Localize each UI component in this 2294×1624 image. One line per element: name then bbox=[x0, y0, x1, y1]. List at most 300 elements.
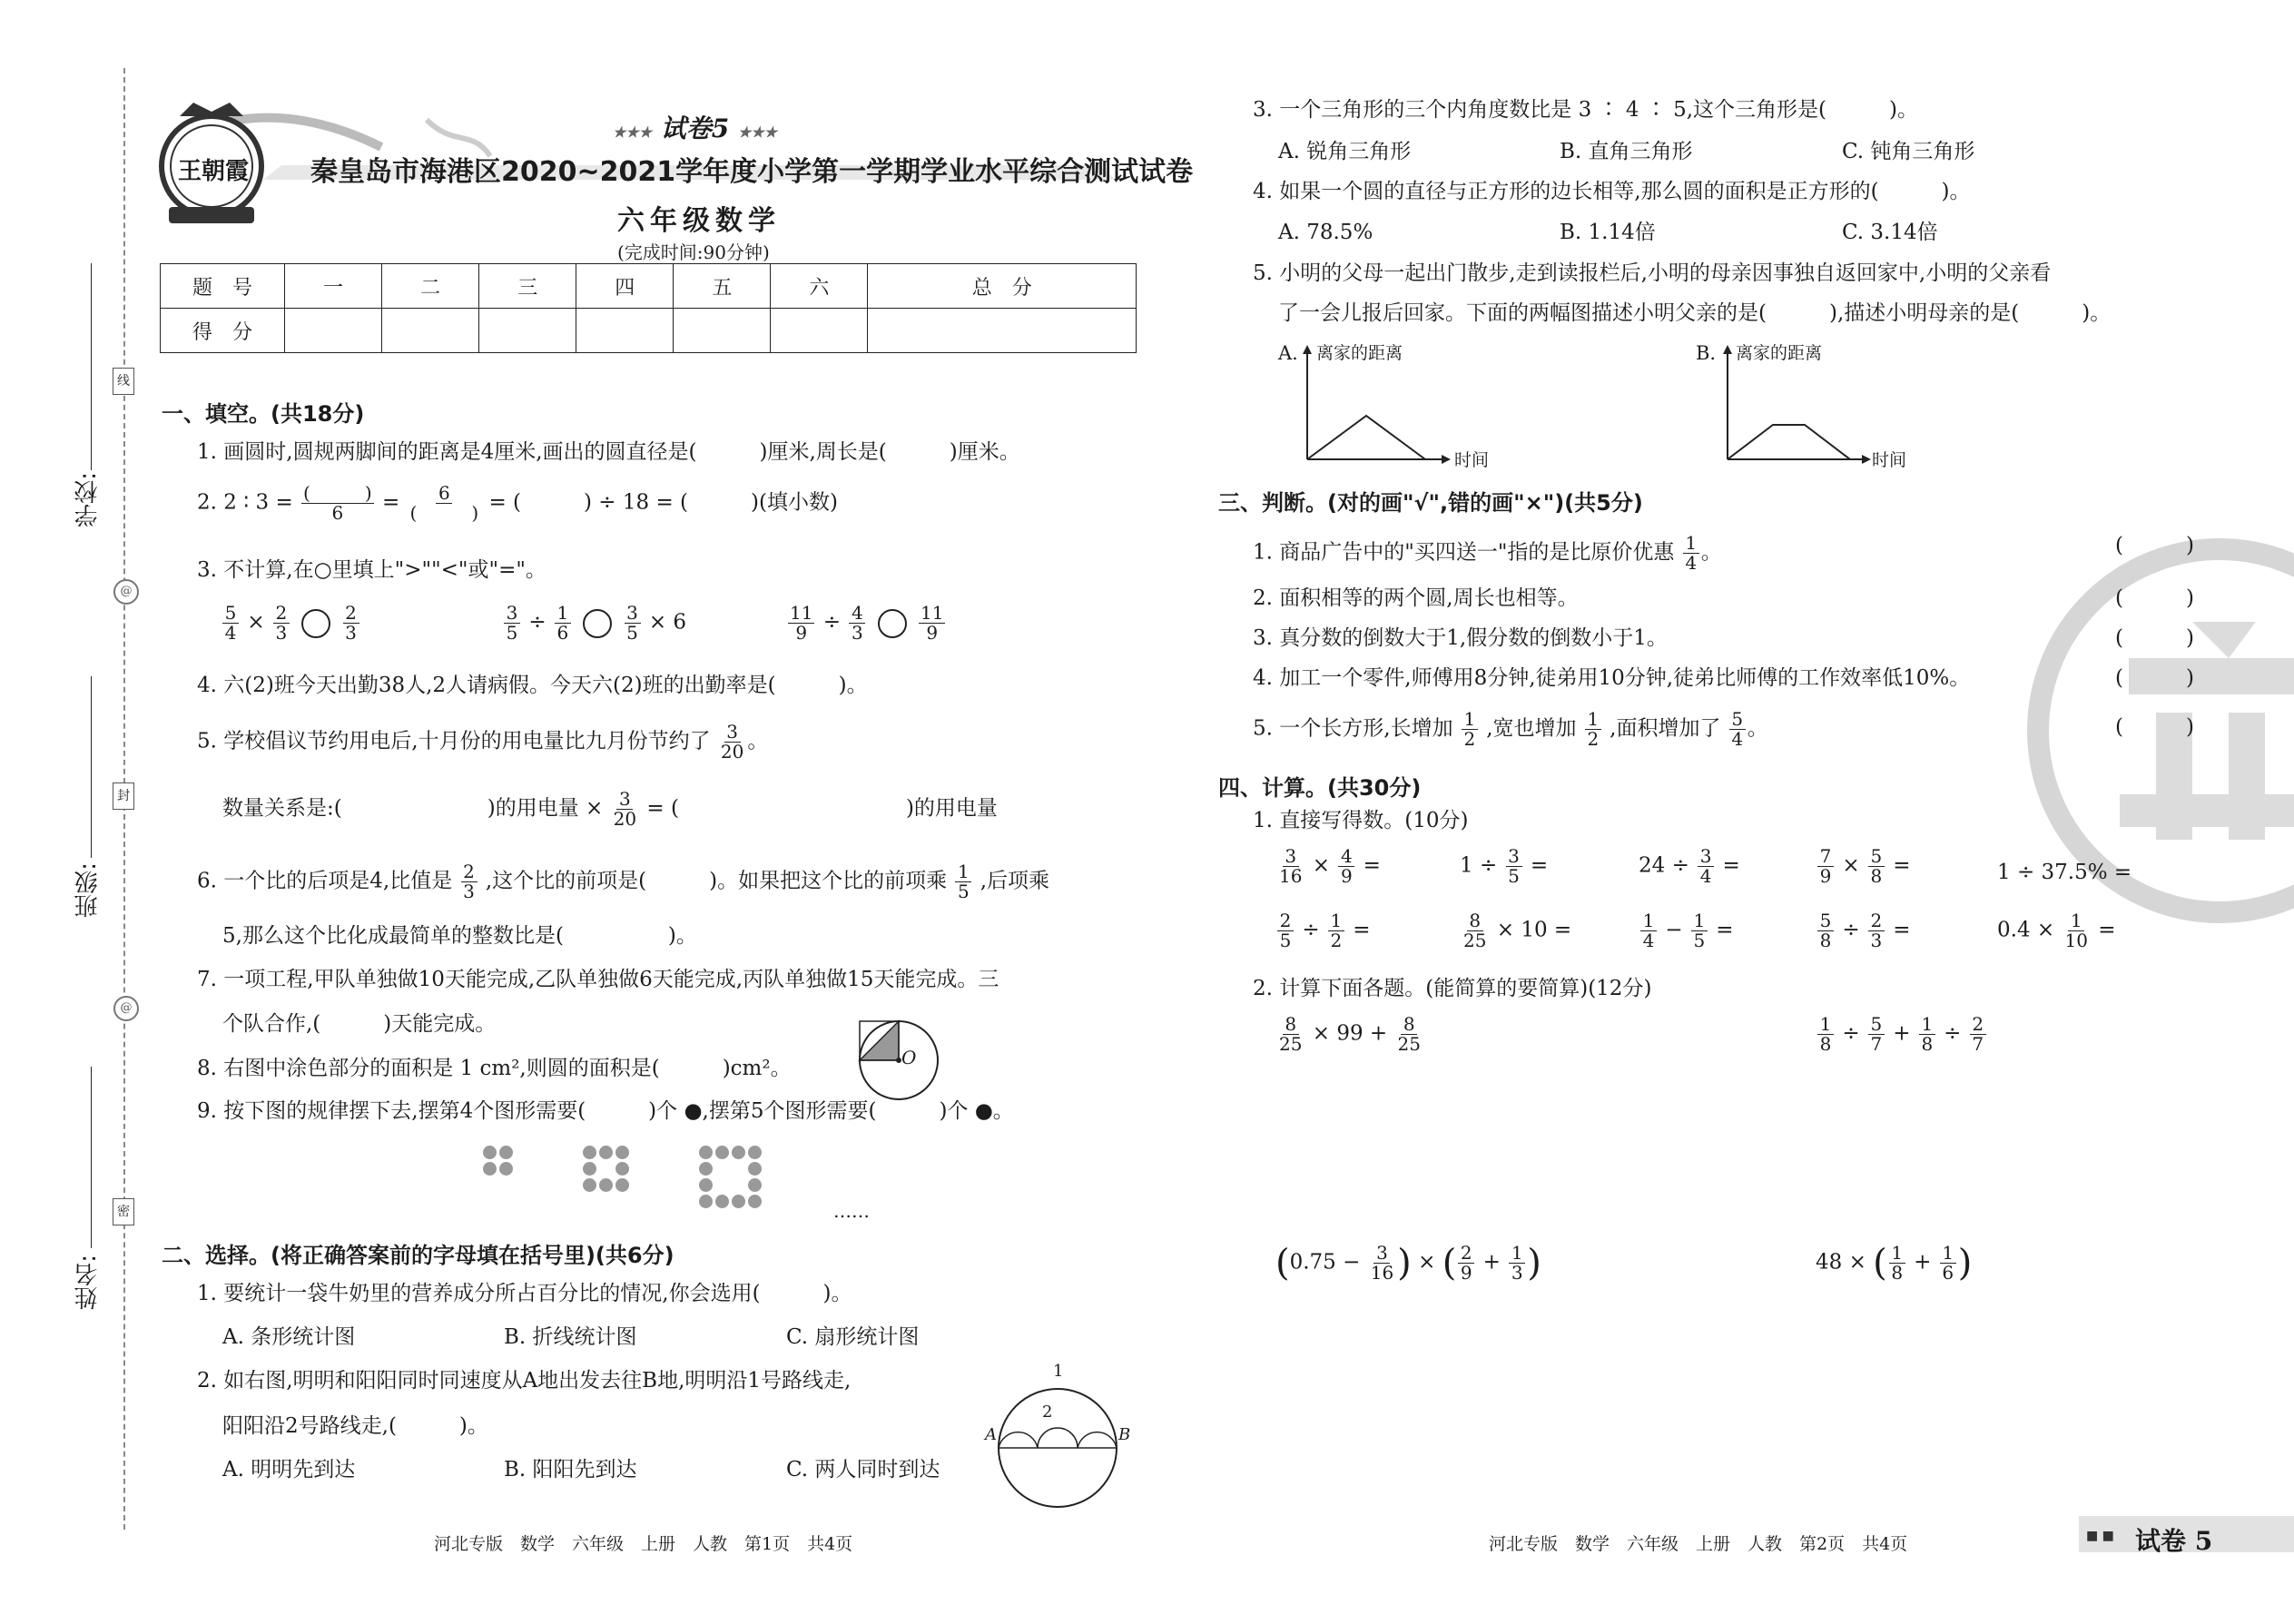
graph-b bbox=[1718, 341, 1882, 468]
operator: − bbox=[1665, 918, 1683, 942]
s2-q3-opt-c: C. 钝角三角形 bbox=[1842, 140, 1975, 163]
school-blank[interactable] bbox=[91, 263, 92, 470]
fraction bbox=[1868, 847, 1885, 886]
s2-q2: 2. 如右图,明明和阳阳同时同速度从A地出发去往B地,明明沿1号路线走, bbox=[197, 1369, 852, 1393]
section-1-title: 一、填空。(共18分) bbox=[162, 401, 365, 427]
score-header-cell: 六 bbox=[771, 264, 868, 309]
footer-tag: 试卷 5 bbox=[2135, 1526, 2213, 1556]
text: 数量关系是:( bbox=[222, 796, 342, 821]
exam-tag bbox=[613, 109, 777, 145]
fraction bbox=[1277, 911, 1294, 950]
numerator: 7 bbox=[1817, 847, 1834, 867]
dot bbox=[699, 1162, 713, 1176]
denominator: 6 bbox=[331, 502, 344, 524]
s1-q3-item-3 bbox=[786, 604, 947, 643]
s1-q7: 7. 一项工程,甲队单独做10天能完成,乙队单独做6天能完成,丙队单独做15天能完成。三 bbox=[197, 968, 999, 991]
operand: 0.4 × bbox=[1997, 918, 2055, 942]
compare-circle[interactable] bbox=[301, 609, 330, 638]
denominator: 7 bbox=[1972, 1033, 1984, 1055]
numerator: 1 bbox=[1585, 710, 1601, 730]
fraction bbox=[1396, 1015, 1423, 1054]
text: 5. 一个长方形,长增加 bbox=[1253, 716, 1453, 741]
s2-q4-opt-a: A. 78.5% bbox=[1278, 221, 1373, 244]
judge-bracket[interactable]: ( ) bbox=[2115, 626, 2194, 650]
paren-close: ) bbox=[1397, 1242, 1412, 1284]
calc-9 bbox=[1816, 911, 1911, 950]
text: ,面积增加了 bbox=[1610, 716, 1721, 741]
denominator: 8 bbox=[1921, 1033, 1934, 1055]
denominator: 3 bbox=[275, 622, 288, 644]
graph-b-xlabel: 时间 bbox=[1872, 450, 1907, 470]
s2-q5: 5. 小明的父母一起出门散步,走到读报栏后,小明的母亲因事独自返回家中,小明的父亲看 bbox=[1253, 261, 2052, 285]
judge-bracket[interactable]: ( ) bbox=[2115, 586, 2194, 610]
text: )的用电量 bbox=[905, 796, 998, 821]
fraction bbox=[1817, 1015, 1834, 1054]
denominator: 4 bbox=[1699, 865, 1712, 887]
expr-1 bbox=[1275, 1015, 1424, 1054]
score-table bbox=[160, 263, 1137, 353]
denominator: 25 bbox=[1397, 1033, 1421, 1055]
denominator: 20 bbox=[720, 741, 744, 763]
fraction bbox=[955, 862, 971, 901]
numerator: 5 bbox=[222, 604, 239, 624]
score-header-cell: 三 bbox=[479, 264, 576, 309]
numerator: 3 bbox=[616, 790, 633, 810]
numerator: 1 bbox=[1462, 710, 1478, 730]
punct: 。 bbox=[1700, 540, 1722, 565]
numerator: 1 bbox=[1640, 911, 1657, 931]
denominator: 3 bbox=[1870, 930, 1883, 951]
denominator: 5 bbox=[1279, 930, 1292, 951]
score-cell[interactable] bbox=[285, 309, 382, 353]
fraction bbox=[461, 862, 478, 901]
route-figure bbox=[994, 1375, 1139, 1511]
numerator: 1 bbox=[1328, 911, 1344, 931]
score-header-cell: 一 bbox=[285, 264, 382, 309]
score-header-cell: 题 号 bbox=[161, 264, 285, 309]
operand: × 99 + bbox=[1312, 1021, 1388, 1046]
fraction bbox=[1369, 1244, 1395, 1283]
fraction bbox=[1462, 710, 1478, 749]
numerator: 6 bbox=[436, 484, 452, 504]
equals: = bbox=[1353, 918, 1371, 942]
fraction bbox=[555, 604, 571, 643]
score-header-cell: 四 bbox=[576, 264, 674, 309]
route-label-a: A bbox=[985, 1425, 997, 1444]
s3-q2: 2. 面积相等的两个圆,周长也相等。 bbox=[1253, 586, 1579, 610]
score-header-cell: 总 分 bbox=[868, 264, 1137, 309]
numerator: 8 bbox=[1467, 911, 1483, 931]
punch-hole-icon: @ bbox=[113, 996, 139, 1021]
score-cell[interactable] bbox=[479, 309, 576, 353]
s1-q2 bbox=[197, 484, 838, 523]
operand: 0.75 − bbox=[1289, 1250, 1361, 1275]
fraction bbox=[1458, 1244, 1474, 1283]
s3-q3: 3. 真分数的倒数大于1,假分数的倒数小于1。 bbox=[1253, 626, 1668, 650]
numerator: 11 bbox=[790, 602, 813, 624]
fraction bbox=[849, 604, 865, 643]
fraction bbox=[1919, 1015, 1935, 1054]
denominator: 8 bbox=[1819, 930, 1832, 951]
name-label: 姓名: bbox=[74, 1255, 102, 1310]
score-header-cell: 五 bbox=[674, 264, 771, 309]
paren-open: ( bbox=[1442, 1242, 1457, 1284]
s4-part1: 1. 直接写得数。(10分) bbox=[1253, 809, 1469, 832]
judge-bracket[interactable]: ( ) bbox=[2115, 666, 2194, 690]
graph-a-label: A. bbox=[1278, 342, 1298, 364]
dot bbox=[615, 1162, 629, 1176]
stars-right: ★★★ bbox=[738, 123, 778, 141]
s3-q5 bbox=[1253, 710, 1768, 749]
denominator: 6 bbox=[1942, 1262, 1954, 1284]
fraction bbox=[612, 790, 638, 829]
fraction bbox=[343, 604, 359, 643]
numerator: 2 bbox=[461, 862, 478, 882]
judge-bracket[interactable]: ( ) bbox=[2115, 715, 2194, 739]
fraction bbox=[1691, 911, 1708, 950]
section-3-title: 三、判断。(对的画"√",错的画"×")(共5分) bbox=[1218, 490, 1643, 516]
denominator: 5 bbox=[1508, 865, 1520, 887]
equals: = bbox=[1530, 853, 1549, 878]
text: ,这个比的前项是( )。如果把这个比的前项乘 bbox=[485, 869, 948, 893]
score-cell[interactable] bbox=[771, 309, 868, 353]
denominator: 9 bbox=[926, 622, 939, 644]
dot bbox=[748, 1146, 762, 1159]
calc-1 bbox=[1275, 847, 1381, 886]
score-cell[interactable] bbox=[576, 309, 674, 353]
s1-q5-text: 5. 学校倡议节约用电后,十月份的用电量比九月份节约了 bbox=[197, 729, 711, 753]
operator: ÷ bbox=[1842, 1021, 1860, 1046]
denominator: 25 bbox=[1463, 930, 1487, 951]
text: ,宽也增加 bbox=[1486, 716, 1577, 741]
denominator: ( ) bbox=[409, 502, 479, 524]
numerator: 2 bbox=[1970, 1015, 1986, 1035]
operator: × bbox=[1842, 853, 1860, 878]
denominator: 9 bbox=[1340, 865, 1353, 887]
graph-a-xlabel: 时间 bbox=[1454, 450, 1490, 470]
s2-q3: 3. 一个三角形的三个内角度数比是 3 ∶ 4 ∶ 5,这个三角形是( )。 bbox=[1253, 98, 1918, 122]
section-2-title: 二、选择。(将正确答案前的字母填在括号里)(共6分) bbox=[162, 1243, 674, 1268]
section-4-title: 四、计算。(共30分) bbox=[1218, 775, 1422, 801]
s2-q3-opt-b: B. 直角三角形 bbox=[1560, 140, 1693, 163]
fraction bbox=[222, 604, 239, 643]
dot bbox=[583, 1146, 596, 1159]
operator: ÷ bbox=[822, 610, 842, 635]
s3-q4: 4. 加工一个零件,师傅用8分钟,徒弟用10分钟,徒弟比师傅的工作效率低10%。 bbox=[1253, 666, 1971, 690]
compare-circle[interactable] bbox=[583, 609, 612, 638]
dot bbox=[583, 1178, 596, 1192]
s1-q7-line2: 个队合作,( )天能完成。 bbox=[222, 1012, 497, 1036]
numerator: 4 bbox=[1338, 847, 1354, 867]
calc-8 bbox=[1639, 911, 1734, 950]
s4-part2: 2. 计算下面各题。(能简算的要简算)(12分) bbox=[1253, 977, 1652, 1000]
fraction bbox=[273, 604, 290, 643]
paren-open: ( bbox=[1873, 1242, 1887, 1284]
equals: = bbox=[1363, 853, 1381, 878]
fraction bbox=[1328, 911, 1344, 950]
equals: = bbox=[381, 490, 400, 515]
fraction bbox=[625, 604, 641, 643]
dot bbox=[732, 1146, 745, 1159]
dot bbox=[499, 1146, 513, 1159]
numerator: 1 bbox=[1940, 1244, 1956, 1264]
route-label-2: 2 bbox=[1042, 1403, 1053, 1422]
s1-q2-prefix: 2. 2 ∶ 3 = bbox=[197, 490, 293, 515]
exam-title: 秦皇岛市海港区2020~2021学年度小学第一学期学业水平综合测试试卷 bbox=[310, 156, 1194, 188]
s1-q2-suffix: = ( ) ÷ 18 = ( )(填小数) bbox=[488, 490, 838, 515]
s2-q1: 1. 要统计一袋牛奶里的营养成分所占百分比的情况,你会选用( )。 bbox=[197, 1282, 852, 1305]
paren-close: ) bbox=[1527, 1242, 1541, 1284]
s1-q6 bbox=[197, 862, 1049, 901]
numerator: 5 bbox=[1868, 1015, 1885, 1035]
calc-6 bbox=[1275, 911, 1371, 950]
circle-figure bbox=[853, 1015, 944, 1106]
denominator: 2 bbox=[1330, 930, 1343, 951]
numerator: 2 bbox=[1868, 911, 1885, 931]
numerator: 2 bbox=[1458, 1244, 1474, 1264]
text: ,后项乘 bbox=[980, 869, 1050, 893]
text: 6. 一个比的后项是4,比值是 bbox=[197, 869, 453, 893]
denominator: 4 bbox=[1642, 930, 1655, 951]
denominator: 9 bbox=[795, 622, 808, 644]
numerator: 8 bbox=[1401, 1015, 1417, 1035]
fraction bbox=[1462, 911, 1488, 950]
dot bbox=[732, 1195, 745, 1208]
fraction bbox=[1509, 1244, 1525, 1283]
numerator: 8 bbox=[1283, 1015, 1299, 1035]
exam-time: (完成时间:90分钟) bbox=[617, 241, 770, 263]
numerator: 4 bbox=[849, 604, 865, 624]
numerator: 2 bbox=[1277, 911, 1294, 931]
equals: = bbox=[2098, 918, 2116, 942]
text: 1. 商品广告中的"买四送一"指的是比原价优惠 bbox=[1253, 540, 1675, 565]
dot bbox=[715, 1146, 729, 1159]
dot bbox=[715, 1195, 729, 1208]
denominator: 8 bbox=[1870, 865, 1883, 887]
s2-q2-opt-a: A. 明明先到达 bbox=[222, 1458, 356, 1481]
dot bbox=[748, 1162, 762, 1176]
class-blank[interactable] bbox=[91, 676, 92, 858]
compare-circle[interactable] bbox=[878, 609, 907, 638]
numerator: 1 bbox=[1919, 1015, 1935, 1035]
denominator: 3 bbox=[851, 622, 863, 644]
score-cell[interactable] bbox=[382, 309, 479, 353]
equals: = bbox=[1893, 918, 1911, 942]
denominator: 8 bbox=[1891, 1262, 1904, 1284]
denominator: 20 bbox=[613, 808, 637, 830]
dot bbox=[599, 1178, 613, 1192]
exam-tag-text: 试卷5 bbox=[660, 113, 730, 143]
denominator: 8 bbox=[1819, 1033, 1832, 1055]
subject-title: 六年级数学 bbox=[617, 205, 781, 237]
numerator: 1 bbox=[1691, 911, 1708, 931]
s1-q5 bbox=[197, 723, 768, 762]
s1-q4: 4. 六(2)班今天出勤38人,2人请病假。今天六(2)班的出勤率是( )。 bbox=[197, 674, 868, 697]
fraction bbox=[1817, 847, 1834, 886]
dot bbox=[748, 1195, 762, 1208]
fraction bbox=[1640, 911, 1657, 950]
punct: 。 bbox=[747, 729, 769, 753]
dot bbox=[599, 1146, 613, 1159]
dot bbox=[748, 1178, 762, 1192]
denominator: 2 bbox=[1587, 728, 1600, 750]
expr-2 bbox=[1816, 1015, 1988, 1054]
fraction bbox=[301, 484, 374, 523]
fraction bbox=[1889, 1244, 1905, 1283]
class-label: 班级: bbox=[74, 862, 102, 918]
logo-name: 王朝霞 bbox=[177, 158, 249, 185]
operator: ÷ bbox=[1302, 918, 1320, 942]
fraction bbox=[719, 723, 745, 762]
numerator: 3 bbox=[625, 604, 641, 624]
equals: = bbox=[1722, 853, 1740, 878]
paren-close: ) bbox=[1957, 1242, 1973, 1284]
school-label: 学校: bbox=[74, 472, 102, 527]
operator: × bbox=[1418, 1250, 1436, 1275]
footer-right: 河北专版 数学 六年级 上册 人教 第2页 共4页 bbox=[1489, 1534, 1908, 1554]
numerator: 1 bbox=[1509, 1244, 1525, 1264]
footer-tag-squares: ■ ■ bbox=[2086, 1529, 2114, 1543]
route-label-1: 1 bbox=[1053, 1362, 1064, 1381]
score-header-row bbox=[161, 264, 1137, 309]
circle-center-label: O bbox=[901, 1047, 917, 1068]
equals: = bbox=[1893, 853, 1911, 878]
s2-q3-opt-a: A. 锐角三角形 bbox=[1278, 140, 1412, 163]
punch-hole-icon: @ bbox=[113, 579, 139, 605]
fraction bbox=[1817, 911, 1834, 950]
mark-secret: 密 bbox=[113, 1198, 134, 1225]
fraction bbox=[504, 604, 520, 643]
s1-q3: 3. 不计算,在○里填上">""<"或"="。 bbox=[197, 558, 546, 582]
judge-bracket[interactable]: ( ) bbox=[2115, 534, 2194, 557]
denominator: 10 bbox=[2064, 930, 2088, 951]
s1-q9: 9. 按下图的规律摆下去,摆第4个图形需要( )个 ●,摆第5个图形需要( )个 ●。 bbox=[197, 1099, 1014, 1123]
denominator: 3 bbox=[463, 881, 475, 902]
fraction bbox=[409, 484, 481, 523]
fraction bbox=[1585, 710, 1601, 749]
denominator: 4 bbox=[1731, 728, 1744, 750]
calc-5: 1 ÷ 37.5% = bbox=[1997, 861, 2132, 884]
name-blank[interactable] bbox=[91, 1067, 92, 1248]
numerator: 1 bbox=[955, 862, 971, 882]
operand: 48 × bbox=[1816, 1250, 1866, 1275]
denominator: 9 bbox=[1460, 1262, 1472, 1284]
calc-10 bbox=[1997, 911, 2116, 950]
s2-q2-opt-c: C. 两人同时到达 bbox=[786, 1458, 940, 1481]
numerator: 2 bbox=[343, 604, 359, 624]
calc-2 bbox=[1460, 847, 1548, 886]
operator: ÷ bbox=[1842, 918, 1860, 942]
fraction bbox=[788, 604, 814, 643]
text: )的用电量 × bbox=[487, 796, 604, 821]
numerator: ( ) bbox=[303, 482, 372, 504]
numerator: 5 bbox=[1817, 911, 1834, 931]
numerator: 5 bbox=[1729, 710, 1746, 730]
denominator: 4 bbox=[224, 622, 237, 644]
denominator: 3 bbox=[345, 622, 357, 644]
s2-q1-opt-b: B. 折线统计图 bbox=[504, 1325, 637, 1349]
denominator: 7 bbox=[1870, 1033, 1883, 1055]
mark-seal: 封 bbox=[113, 782, 134, 810]
operator: × bbox=[1312, 853, 1331, 878]
s2-q1-opt-c: C. 扇形统计图 bbox=[786, 1325, 920, 1349]
fraction bbox=[1970, 1015, 1986, 1054]
fraction bbox=[1868, 911, 1885, 950]
numerator: 3 bbox=[724, 723, 741, 743]
score-cell[interactable] bbox=[674, 309, 771, 353]
calc-7 bbox=[1460, 911, 1571, 950]
s2-q4-opt-c: C. 3.14倍 bbox=[1842, 221, 1938, 244]
operand: 1 ÷ bbox=[1460, 853, 1498, 878]
fraction bbox=[1506, 847, 1522, 886]
dot bbox=[699, 1178, 713, 1192]
operator: + bbox=[1914, 1250, 1932, 1275]
s1-q5-relation bbox=[222, 790, 998, 829]
numerator: 1 bbox=[2068, 911, 2084, 931]
denominator: 4 bbox=[1685, 552, 1698, 574]
score-cell[interactable] bbox=[868, 309, 1137, 353]
score-header-cell: 二 bbox=[382, 264, 479, 309]
operator: ÷ bbox=[528, 610, 546, 635]
numerator: 3 bbox=[1283, 847, 1299, 867]
fraction bbox=[1868, 1015, 1885, 1054]
score-row-label: 得 分 bbox=[161, 309, 285, 353]
pattern-ellipsis: …… bbox=[833, 1200, 870, 1222]
expr-3 bbox=[1275, 1244, 1541, 1283]
fraction bbox=[1940, 1244, 1956, 1283]
graph-a bbox=[1298, 341, 1462, 468]
calc-4 bbox=[1816, 847, 1911, 886]
numerator: 1 bbox=[1889, 1244, 1905, 1264]
equals: = bbox=[1716, 918, 1734, 942]
punct: 。 bbox=[1747, 716, 1768, 741]
dot bbox=[699, 1195, 713, 1208]
numerator: 1 bbox=[1817, 1015, 1834, 1035]
dot-pattern bbox=[481, 1144, 781, 1216]
fraction bbox=[1729, 710, 1746, 749]
denominator: 5 bbox=[1693, 930, 1706, 951]
fraction bbox=[1338, 847, 1354, 886]
graph-b-ylabel: 离家的距离 bbox=[1736, 343, 1823, 363]
dot bbox=[483, 1162, 497, 1176]
s1-q8: 8. 右图中涂色部分的面积是 1 cm²,则圆的面积是( )cm²。 bbox=[197, 1057, 792, 1080]
numerator: 2 bbox=[273, 604, 290, 624]
s3-q1 bbox=[1253, 534, 1722, 573]
s1-q1: 1. 画圆时,圆规两脚间的距离是4厘米,画出的圆直径是( )厘米,周长是( )厘米。 bbox=[197, 440, 1020, 464]
denominator: 2 bbox=[1463, 728, 1476, 750]
dot bbox=[699, 1146, 713, 1159]
fraction bbox=[1683, 534, 1699, 573]
text: = ( bbox=[646, 796, 679, 821]
denominator: 25 bbox=[1279, 1033, 1303, 1055]
dot bbox=[583, 1162, 596, 1176]
operator: × bbox=[247, 610, 265, 635]
graph-b-label: B. bbox=[1696, 342, 1717, 364]
fraction bbox=[2063, 911, 2089, 950]
numerator: 5 bbox=[1868, 847, 1885, 867]
expr-4 bbox=[1816, 1244, 1972, 1283]
operand: 24 ÷ bbox=[1639, 853, 1689, 878]
dot bbox=[483, 1146, 497, 1159]
denominator: 16 bbox=[1279, 865, 1303, 887]
s1-q3-item-2 bbox=[502, 604, 686, 643]
denominator: 6 bbox=[556, 622, 569, 644]
denominator: 16 bbox=[1370, 1262, 1394, 1284]
s1-q6-line2: 5,那么这个比化成最简单的整数比是( )。 bbox=[222, 924, 697, 948]
numerator: 3 bbox=[1373, 1244, 1390, 1264]
footer-left: 河北专版 数学 六年级 上册 人教 第1页 共4页 bbox=[434, 1534, 853, 1554]
stars-left: ★★★ bbox=[613, 123, 653, 141]
